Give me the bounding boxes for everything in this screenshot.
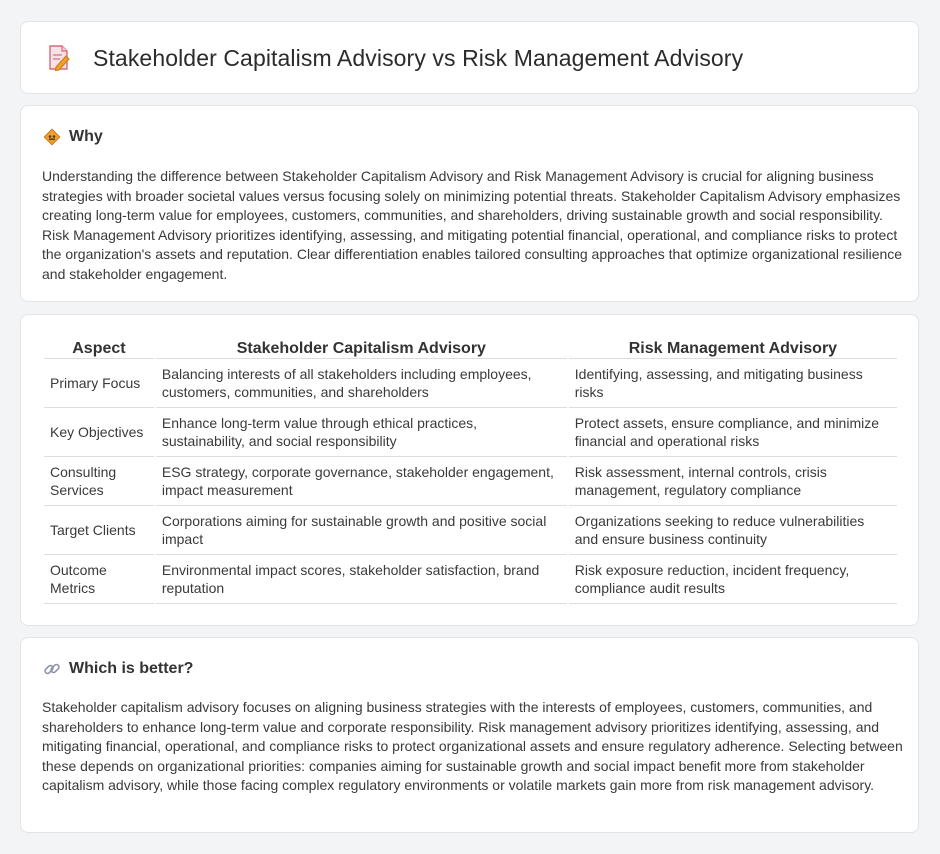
header-card (20, 21, 919, 94)
aspect-cell: Target Clients (44, 506, 154, 555)
header-risk-management: Risk Management Advisory (569, 336, 897, 359)
better-text: Stakeholder capitalism advisory focuses on aligning business strategies with the interests of employees, customers, communities, and shareholders to enhance long-term value and corporate responsibility. Risk management advisory prioritizes identifying, assessing, and mitigating financial, operational, and compliance risks to protect organizational assets and ensure regulatory adherence. Selecting between these depends on organizational priorities: companies aiming for sustainable growth and social impact benefit more from stakeholder capitalism advisory, while those facing complex regulatory environments or volatile markets gain more from risk management advisory. (42, 699, 903, 793)
table-row (44, 408, 897, 457)
risk-cell: Organizations seeking to reduce vulnerabilities and ensure business continuity (569, 506, 897, 555)
comparison-card (20, 314, 919, 626)
table-row (44, 506, 897, 555)
table-row (44, 359, 897, 408)
page-title: Stakeholder Capitalism Advisory vs Risk Management Advisory (93, 44, 744, 71)
stakeholder-cell: ESG strategy, corporate governance, stakeholder engagement, impact measurement (156, 457, 567, 506)
risk-cell: Risk exposure reduction, incident frequency, compliance audit results (569, 555, 897, 604)
risk-cell: Protect assets, ensure compliance, and minimize financial and operational risks (569, 408, 897, 457)
diamond-sign-icon (43, 128, 61, 146)
why-card (20, 105, 919, 302)
table-header-row (44, 336, 897, 359)
stakeholder-cell: Corporations aiming for sustainable growth and positive social impact (156, 506, 567, 555)
why-title: Why (69, 128, 103, 145)
aspect-cell: Outcome Metrics (44, 555, 154, 604)
better-card (20, 637, 919, 833)
better-heading (43, 660, 193, 678)
why-text: Understanding the difference between Stakeholder Capitalism Advisory and Risk Management Advisory is crucial for aligning business strategies with broader societal values versus focusing solely on minimizing potential threats. Stakeholder Capitalism Advisory emphasizes creating long-term value for employees, customers, communities, and shareholders, driving sustainable growth and social responsibility. Risk Management Advisory prioritizes identifying, assessing, and mitigating potential financial, operational, and compliance risks to protect the organization's assets and reputation. Clear differentiation enables tailored consulting approaches that optimize organizational resilience and stakeholder engagement. (42, 168, 903, 282)
aspect-cell: Primary Focus (44, 359, 154, 408)
document-pencil-icon (47, 44, 71, 72)
title-row (47, 44, 743, 72)
stakeholder-cell: Balancing interests of all stakeholders including employees, customers, communities, and shareholders (156, 359, 567, 408)
better-title: Which is better? (69, 660, 194, 677)
risk-cell: Identifying, assessing, and mitigating business risks (569, 359, 897, 408)
table-row (44, 457, 897, 506)
risk-cell: Risk assessment, internal controls, crisis management, regulatory compliance (569, 457, 897, 506)
stakeholder-cell: Environmental impact scores, stakeholder satisfaction, brand reputation (156, 555, 567, 604)
aspect-cell: Key Objectives (44, 408, 154, 457)
header-aspect: Aspect (44, 336, 154, 359)
comparison-table (42, 336, 899, 604)
table-row (44, 555, 897, 604)
stakeholder-cell: Enhance long-term value through ethical practices, sustainability, and social responsibility (156, 408, 567, 457)
why-heading (43, 128, 103, 146)
link-icon (43, 660, 61, 678)
header-stakeholder-capitalism: Stakeholder Capitalism Advisory (156, 336, 567, 359)
aspect-cell: Consulting Services (44, 457, 154, 506)
